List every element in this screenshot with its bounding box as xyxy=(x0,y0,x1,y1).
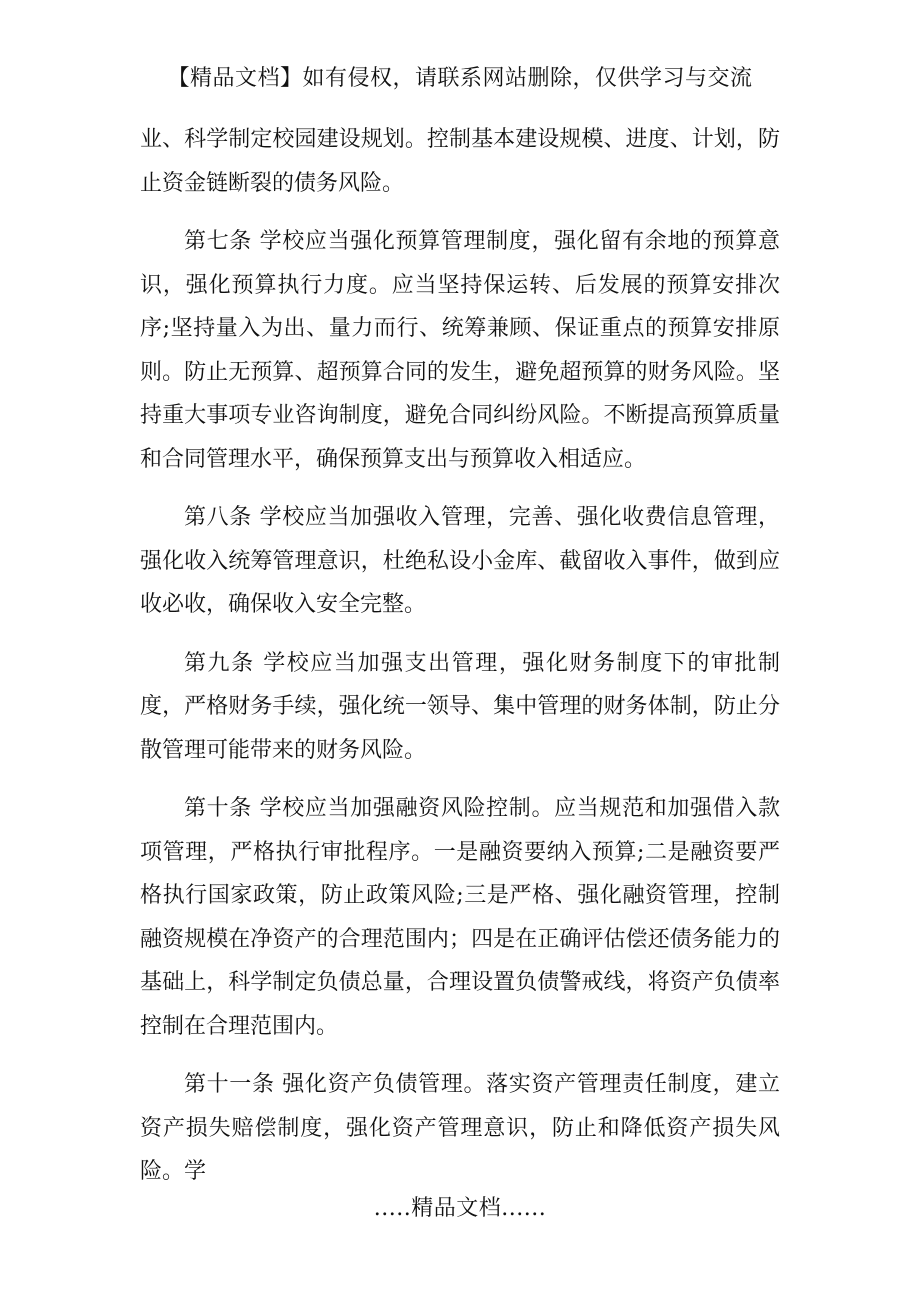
paragraph-continuation: 业、科学制定校园建设规划。控制基本建设规模、进度、计划，防止资金链断裂的债务风险。 xyxy=(140,127,780,196)
paragraph-article-8: 第八条 学校应当加强收入管理，完善、强化收费信息管理，强化收入统筹管理意识，杜绝私设小金库、截留收入事件，做到应收必收，确保收入安全完整。 xyxy=(140,505,780,617)
paragraph-article-11: 第十一条 强化资产负债管理。落实资产管理责任制度，建立资产损失赔偿制度，强化资产管理意识，防止和降低资产损失风险。学 xyxy=(140,1072,780,1184)
page-header: 【精品文档】如有侵权，请联系网站删除，仅供学习与交流 xyxy=(167,66,753,91)
paragraph-article-10: 第十条 学校应当加强融资风险控制。应当规范和加强借入款项管理，严格执行审批程序。一是融资要纳入预算;二是融资要严格执行国家政策，防止政策风险;三是严格、强化融资管理，控制融资规模在净资产的合理范围内；四是在正确评估偿还债务能力的基础上，科学制定负债总量，合理设置负债警戒线，将资产负债率控制在合理范围内。 xyxy=(140,796,780,1039)
page-footer: .....精品文档...... xyxy=(373,1196,547,1221)
paragraph-article-9: 第九条 学校应当加强支出管理，强化财务制度下的审批制度，严格财务手续，强化统一领导、集中管理的财务体制，防止分散管理可能带来的财务风险。 xyxy=(140,650,780,763)
document-body xyxy=(140,118,780,1194)
paragraph-article-7: 第七条 学校应当强化预算管理制度，强化留有余地的预算意识，强化预算执行力度。应当坚持保运转、后发展的预算安排次序;坚持量入为出、量力而行、统筹兼顾、保证重点的预算安排原则。防止无预算、超预算合同的发生，避免超预算的财务风险。坚持重大事项专业咨询制度，避免合同纠纷风险。不断提高预算质量和合同管理水平，确保预算支出与预算收入相适应。 xyxy=(140,229,780,472)
